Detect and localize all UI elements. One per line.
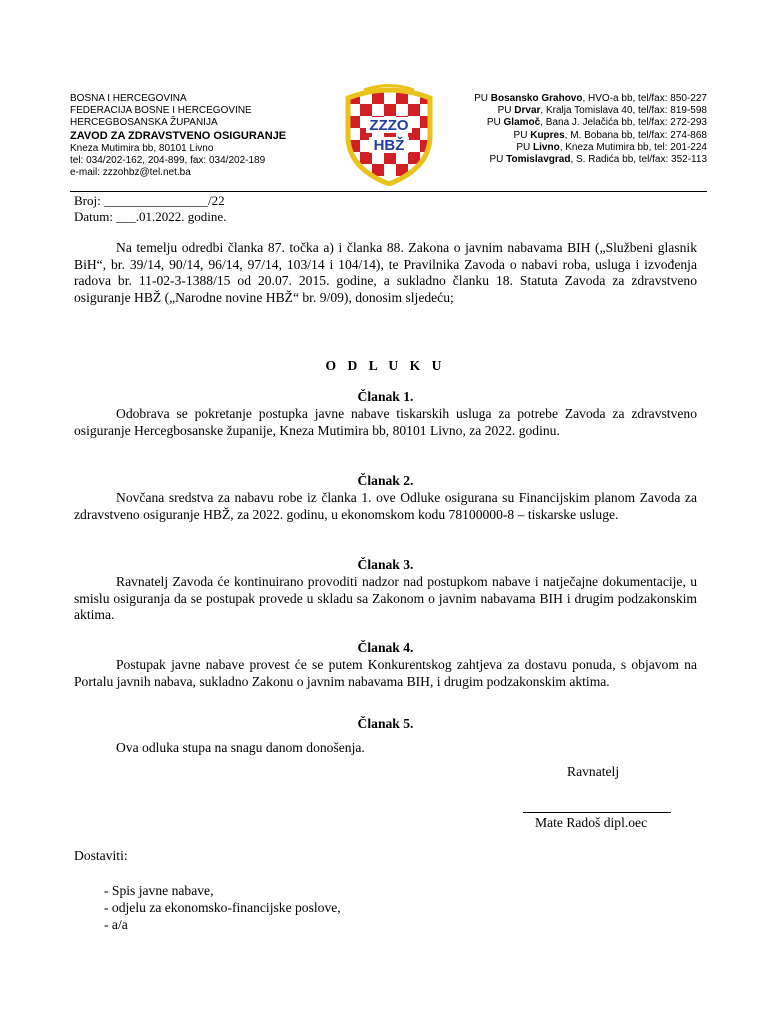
- office-livno: PU Livno, Kneza Mutimira bb, tel: 201-224: [516, 141, 707, 153]
- county-line: HERCEGBOSANSKA ŽUPANIJA: [70, 117, 218, 129]
- article-5-heading: Članak 5.: [357, 716, 414, 731]
- article-1-text: Odobrava se pokretanje postupka javne nabave tiskarskih usluga za potrebe Zavoda za zdravstveno osiguranje Hercegbosanske županije, Kneza Mutimira bb, 80101 Livno, za 2022. godinu.: [74, 406, 697, 438]
- address-line: Kneza Mutimira bb, 80101 Livno: [70, 142, 214, 154]
- article-3-text: Ravnatelj Zavoda će kontinuirano provoditi nadzor nad postupkom nabave i natječajne dokumentacije, u smislu osiguranja da se postupak provede u skladu sa Zakonom o javnim nabavama BIH i drugim podzakonskim aktima.: [74, 574, 697, 623]
- institution-name: ZAVOD ZA ZDRAVSTVENO OSIGURANJE: [70, 129, 287, 142]
- article-4-heading: Članak 4.: [357, 640, 414, 655]
- logo-bottom-text: HBŽ: [373, 137, 405, 154]
- distribution-item: - Spis javne nabave,: [104, 883, 214, 898]
- office-drvar: PU Drvar, Kralja Tomislava 40, tel/fax: 819-598: [497, 105, 707, 117]
- distribution-label: Dostaviti:: [74, 848, 128, 863]
- branch-offices-list: [410, 93, 707, 166]
- article-4-text: Postupak javne nabave provest će se putem Konkurentskog zahtjeva za dostavu ponuda, s objavom na Portalu javnih nabava, sukladno Zakonu o javnim nabavama BIH, i drugim podzakonskim aktima.: [74, 657, 697, 689]
- article-5-text: Ova odluka stupa na snagu danom donošenja.: [116, 740, 365, 755]
- institution-header: [70, 93, 340, 179]
- document-date: Datum: ___.01.2022. godine.: [74, 209, 227, 224]
- preamble-paragraph: Na temelju odredbi članka 87. točka a) i članka 88. Zakona o javnim nabavama BIH („Službeni glasnik BiH“, br. 39/14, 90/14, 96/14, 97/14, 103/14 i 104/14), te Pravilnika Zavoda o nabavi roba, usluga i izvođenja radova br. 11-02-3-1388/15 od 20.07. 2015. godine, a sukladno članku 18. Statuta Zavoda za zdravstveno osiguranje HBŽ („Narodne novine HBŽ“ br. 9/09), donosim sljedeću;: [74, 240, 697, 305]
- country-line: BOSNA I HERCEGOVINA: [70, 93, 187, 104]
- signatory-name: Mate Radoš dipl.oec: [535, 815, 648, 830]
- office-bosansko-grahovo: PU Bosansko Grahovo, HVO-a bb, tel/fax: 850-227: [474, 93, 707, 104]
- signatory-role: Ravnatelj: [567, 764, 620, 779]
- article-2-heading: Članak 2.: [357, 473, 414, 488]
- header-divider: [70, 191, 707, 192]
- document-title: O D L U K U: [325, 358, 446, 373]
- article-2-text: Novčana sredstva za nabavu robe iz članka 1. ove Odluke osigurana su Financijskim planom Zavoda za zdravstveno osiguranje HBŽ, za 2022. godinu, u ekonomskom kodu 78100000-8 – tiskarske usluge.: [74, 490, 697, 522]
- office-tomislavgrad: PU Tomislavgrad, S. Radića bb, tel/fax: 352-113: [489, 154, 707, 166]
- federation-line: FEDERACIJA BOSNE I HERCEGOVINE: [70, 105, 252, 117]
- office-kupres: PU Kupres, M. Bobana bb, tel/fax: 274-868: [513, 129, 707, 141]
- distribution-item: - a/a: [104, 917, 128, 932]
- office-glamoc: PU Glamoč, Bana J. Jelačića bb, tel/fax: 272-293: [486, 117, 707, 129]
- article-1-heading: Članak 1.: [357, 389, 414, 404]
- signature-line: [523, 812, 671, 813]
- distribution-item: - odjelu za ekonomsko-financijske poslove,: [104, 900, 341, 915]
- phone-line: tel: 034/202-162, 204-899, fax: 034/202-189: [70, 154, 266, 166]
- reference-number: Broj: ________________/22: [74, 193, 225, 208]
- article-3-heading: Članak 3.: [357, 557, 414, 572]
- email-line: e-mail: zzzohbz@tel.net.ba: [70, 167, 191, 179]
- logo-top-text: ZZZO: [369, 117, 409, 134]
